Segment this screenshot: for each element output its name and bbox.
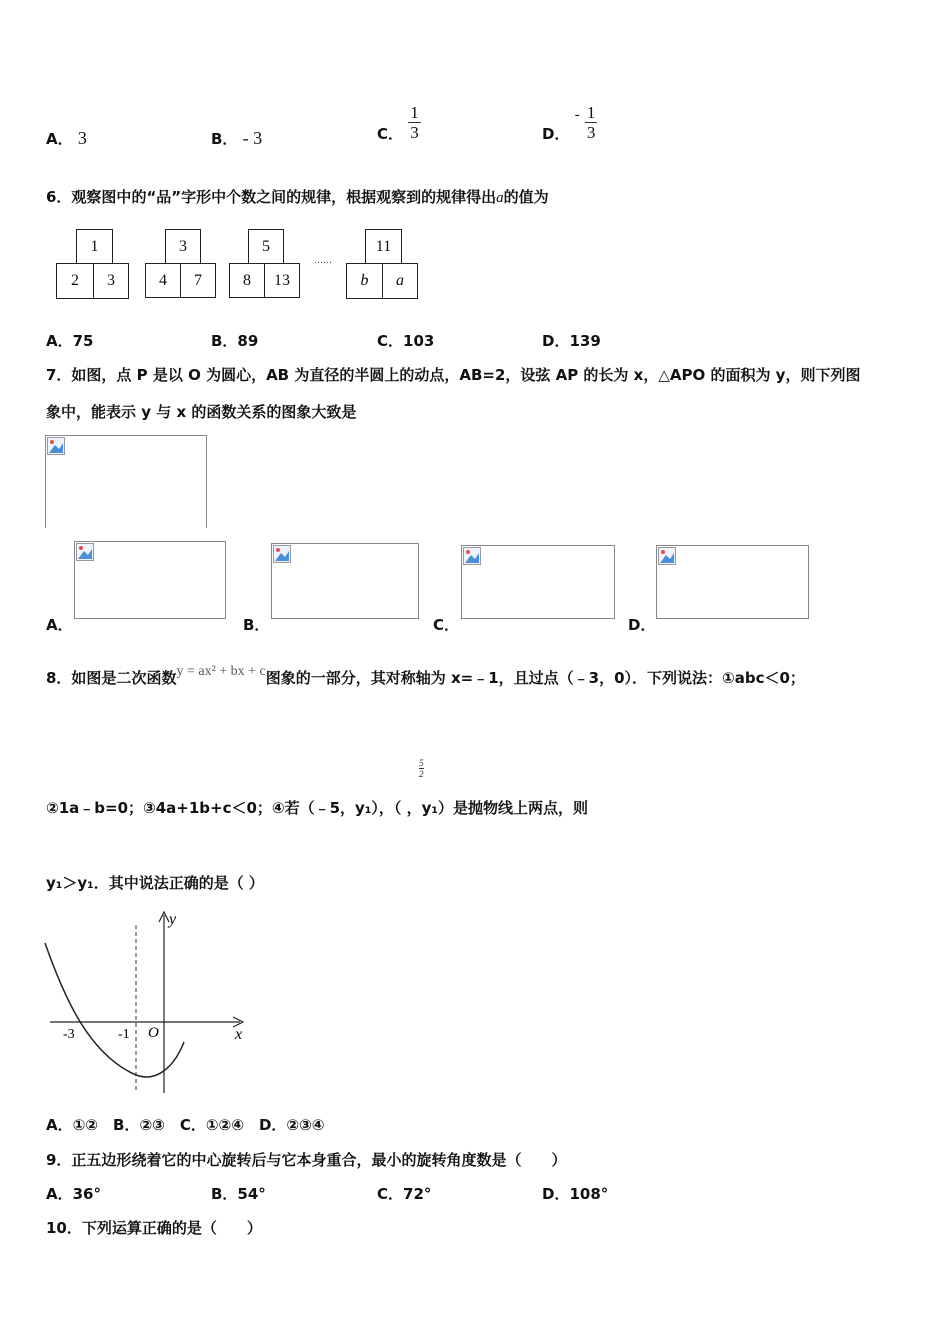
q5-option-c-num: 1 [410,103,419,122]
q5-option-d-den: 3 [586,123,596,142]
q7-option-d-label: D． [628,616,656,634]
y-axis-label: y [169,911,177,928]
q6-fig3-top: 5 [248,229,284,264]
q6-stem-text: 6．观察图中的“品”字形中个数之间的规律，根据观察到的规律得出 [46,188,497,206]
q8-frac-num: 5 [419,758,424,768]
q8-formula: y = ax² + bx + c [176,664,266,679]
q5-option-c-fraction [408,103,421,142]
q9-option-c: C．72° [377,1185,432,1203]
q8-parabola-graph [40,905,255,1100]
q8-stem-line3: y₁＞y₁．其中说法正确的是（ ） [46,874,264,892]
q7-stem-line1: 7．如图，点 P 是以 O 为圆心，AB 为直径的半圆上的动点，AB=2，设弦 AP 的长为 x，△APO 的面积为 y，则下列图 [46,366,861,384]
q5-option-d-sign: - [574,107,580,123]
broken-image-icon [273,545,291,563]
q8-stem-line2: ②1a﹣b=0；③4a+1b+c＜0；④若（﹣5，y₁），（ ，y₁）是抛物线上两点，则 [46,799,588,817]
q5-option-b-value: - 3 [242,128,263,148]
q6-option-d: D．139 [542,332,601,350]
q6-fig4-top: 11 [365,229,402,264]
q6-stem-var: a [496,190,504,206]
broken-image-icon [658,547,676,565]
q5-option-d-num: 1 [586,103,596,122]
parabola-curve [45,943,184,1077]
q6-fig1-left: 2 [56,263,94,299]
q6-fig4-left: b [346,263,383,299]
q6-option-c: C．103 [377,332,435,350]
q5-option-a-value: 3 [77,128,87,148]
q6-fig1-top: 1 [76,229,113,264]
q6-fig2-left: 4 [145,263,181,298]
broken-image-icon [76,543,94,561]
q7-option-c-image [461,545,615,619]
q7-option-b-label: B． [243,616,270,634]
q8-stem-start: 8．如图是二次函数 [46,669,177,687]
q7-figure-placeholder [45,435,207,528]
x-axis-label: x [235,1026,243,1043]
origin-label: O [148,1025,159,1041]
q8-small-fraction [419,758,424,779]
q7-option-d-image [656,545,809,619]
q6-option-a: A．75 [46,332,94,350]
q5-option-b-label: B． [211,130,238,148]
q5-option-d-fraction [585,103,598,142]
q9-stem: 9．正五边形绕着它的中心旋转后与它本身重合，最小的旋转角度数是（ ） [46,1151,567,1169]
q6-fig2-top: 3 [165,229,201,264]
q7-option-a-image [74,541,226,619]
tick-label-minus1: -1 [118,1027,130,1042]
q6-fig2-right: 7 [180,263,216,298]
q9-option-d: D．108° [542,1185,609,1203]
q7-option-b-image [271,543,419,619]
q6-stem [46,186,549,207]
q8-options: A．①② B．②③ C．①②④ D．②③④ [46,1116,325,1134]
broken-image-icon [47,437,65,455]
q7-option-c-label: C． [433,616,460,634]
q6-stem-end: 的值为 [503,188,549,206]
q10-stem: 10．下列运算正确的是（ ） [46,1219,262,1237]
q7-option-a-label: A． [46,616,73,634]
q5-option-c-den: 3 [410,123,419,142]
q8-stem-end: 图象的一部分，其对称轴为 x=﹣1，且过点（﹣3，0）．下列说法：①abc＜0； [265,669,805,687]
q9-option-b: B．54° [211,1185,266,1203]
q5-option-d [542,103,597,142]
q6-fig3-left: 8 [229,263,265,298]
q5-option-c [377,103,421,142]
q6-fig1-right: 3 [93,263,129,299]
q5-option-c-label: C． [377,125,404,143]
q5-option-a-label: A． [46,130,73,148]
q7-stem-line2: 象中，能表示 y 与 x 的函数关系的图象大致是 [46,403,357,421]
q8-stem-line1 [46,664,805,688]
tick-label-minus3: -3 [63,1027,75,1042]
q6-ellipsis: …… [314,256,332,266]
q5-option-b [211,128,262,149]
q6-option-b: B．89 [211,332,259,350]
q6-fig4-right: a [382,263,418,299]
broken-image-icon [463,547,481,565]
q6-fig3-right: 13 [264,263,300,298]
q5-option-d-label: D． [542,125,570,143]
q5-option-a [46,128,87,149]
q9-option-a: A．36° [46,1185,101,1203]
q8-frac-den: 2 [419,769,424,779]
